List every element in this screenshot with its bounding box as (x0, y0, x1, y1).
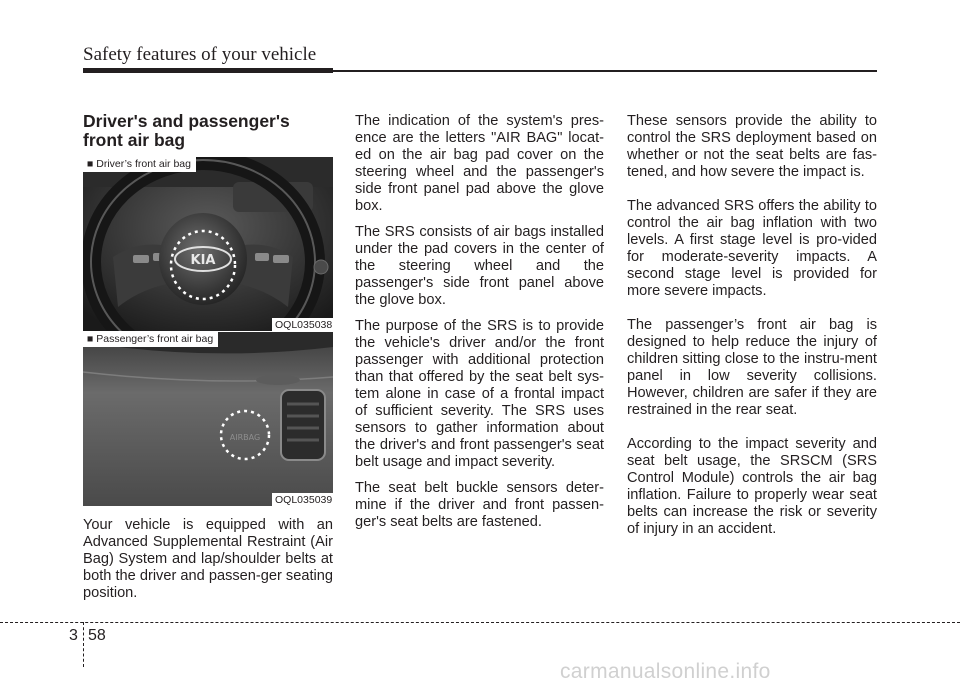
paragraph: The advanced SRS offers the ability to control the air bag inflation with two levels. A first stage level is pro-vided for moderate-severity impacts. A second stage level is provided for more severe impacts. (627, 198, 877, 299)
page-header-title: Safety features of your vehicle (83, 44, 317, 65)
driver-figure-caption: ■ Driver’s front air bag (83, 156, 196, 172)
page-number: 58 (88, 627, 106, 644)
paragraph: The SRS consists of air bags installed under the pad covers in the center of the steering wheel and the passenger's side front panel above the glove box. (355, 224, 604, 308)
chapter-number: 3 (69, 627, 78, 644)
steering-wheel-illustration (83, 157, 333, 331)
passenger-airbag-photo (83, 332, 333, 506)
paragraph: According to the impact severity and seat belt usage, the SRSCM (SRS Control Module) controls the air bag inflation. Failure to properly wear seat belts can increase the risk or severity of injury in an accident. (627, 436, 877, 537)
watermark: carmanualsonline.info (560, 660, 771, 683)
dashboard-illustration (83, 332, 333, 506)
driver-figure-code: OQL035038 (272, 318, 335, 332)
header-rule-thick (83, 68, 333, 73)
kia-logo-text: KIA (190, 253, 216, 268)
section-heading: Driver's and passenger's front air bag (83, 111, 290, 150)
column-1-text (83, 517, 333, 611)
header-rule-thin (333, 70, 877, 72)
passenger-figure-code: OQL035039 (272, 493, 335, 507)
footer-divider (83, 622, 84, 667)
column-2-text (355, 113, 604, 540)
paragraph: The purpose of the SRS is to provide the vehicle's driver and/or the front passenger with additional protection than that offered by the seat belt sys-tem alone in case of a frontal impact of sufficient severity. The SRS uses sensors to gather information about the driver's and front passenger's seat belt usage and impact severity. (355, 318, 604, 470)
paragraph: These sensors provide the ability to control the SRS deployment based on whether or not the seat belts are fas-tened, and how severe the impact is. (627, 113, 877, 180)
footer-rule (0, 622, 960, 623)
column-3-text (627, 113, 877, 555)
airbag-panel-text: AIRBAG (229, 433, 261, 442)
driver-airbag-photo (83, 157, 333, 331)
paragraph: The passenger’s front air bag is designed to help reduce the injury of children sitting close to the instru-ment panel in low severity collisions. However, children are safer if they are restrained in the rear seat. (627, 317, 877, 418)
paragraph: The indication of the system's pres-ence are the letters "AIR BAG" locat-ed on the air bag pad cover on the steering wheel and the passenger's side front panel pad above the glove box. (355, 113, 604, 214)
paragraph: The seat belt buckle sensors deter-mine if the driver and front passen-ger's seat belts are fastened. (355, 480, 604, 530)
paragraph: Your vehicle is equipped with an Advanced Supplemental Restraint (Air Bag) System and lap/shoulder belts at both the driver and passen-ger seating position. (83, 517, 333, 601)
passenger-figure-caption: ■ Passenger’s front air bag (83, 331, 218, 347)
